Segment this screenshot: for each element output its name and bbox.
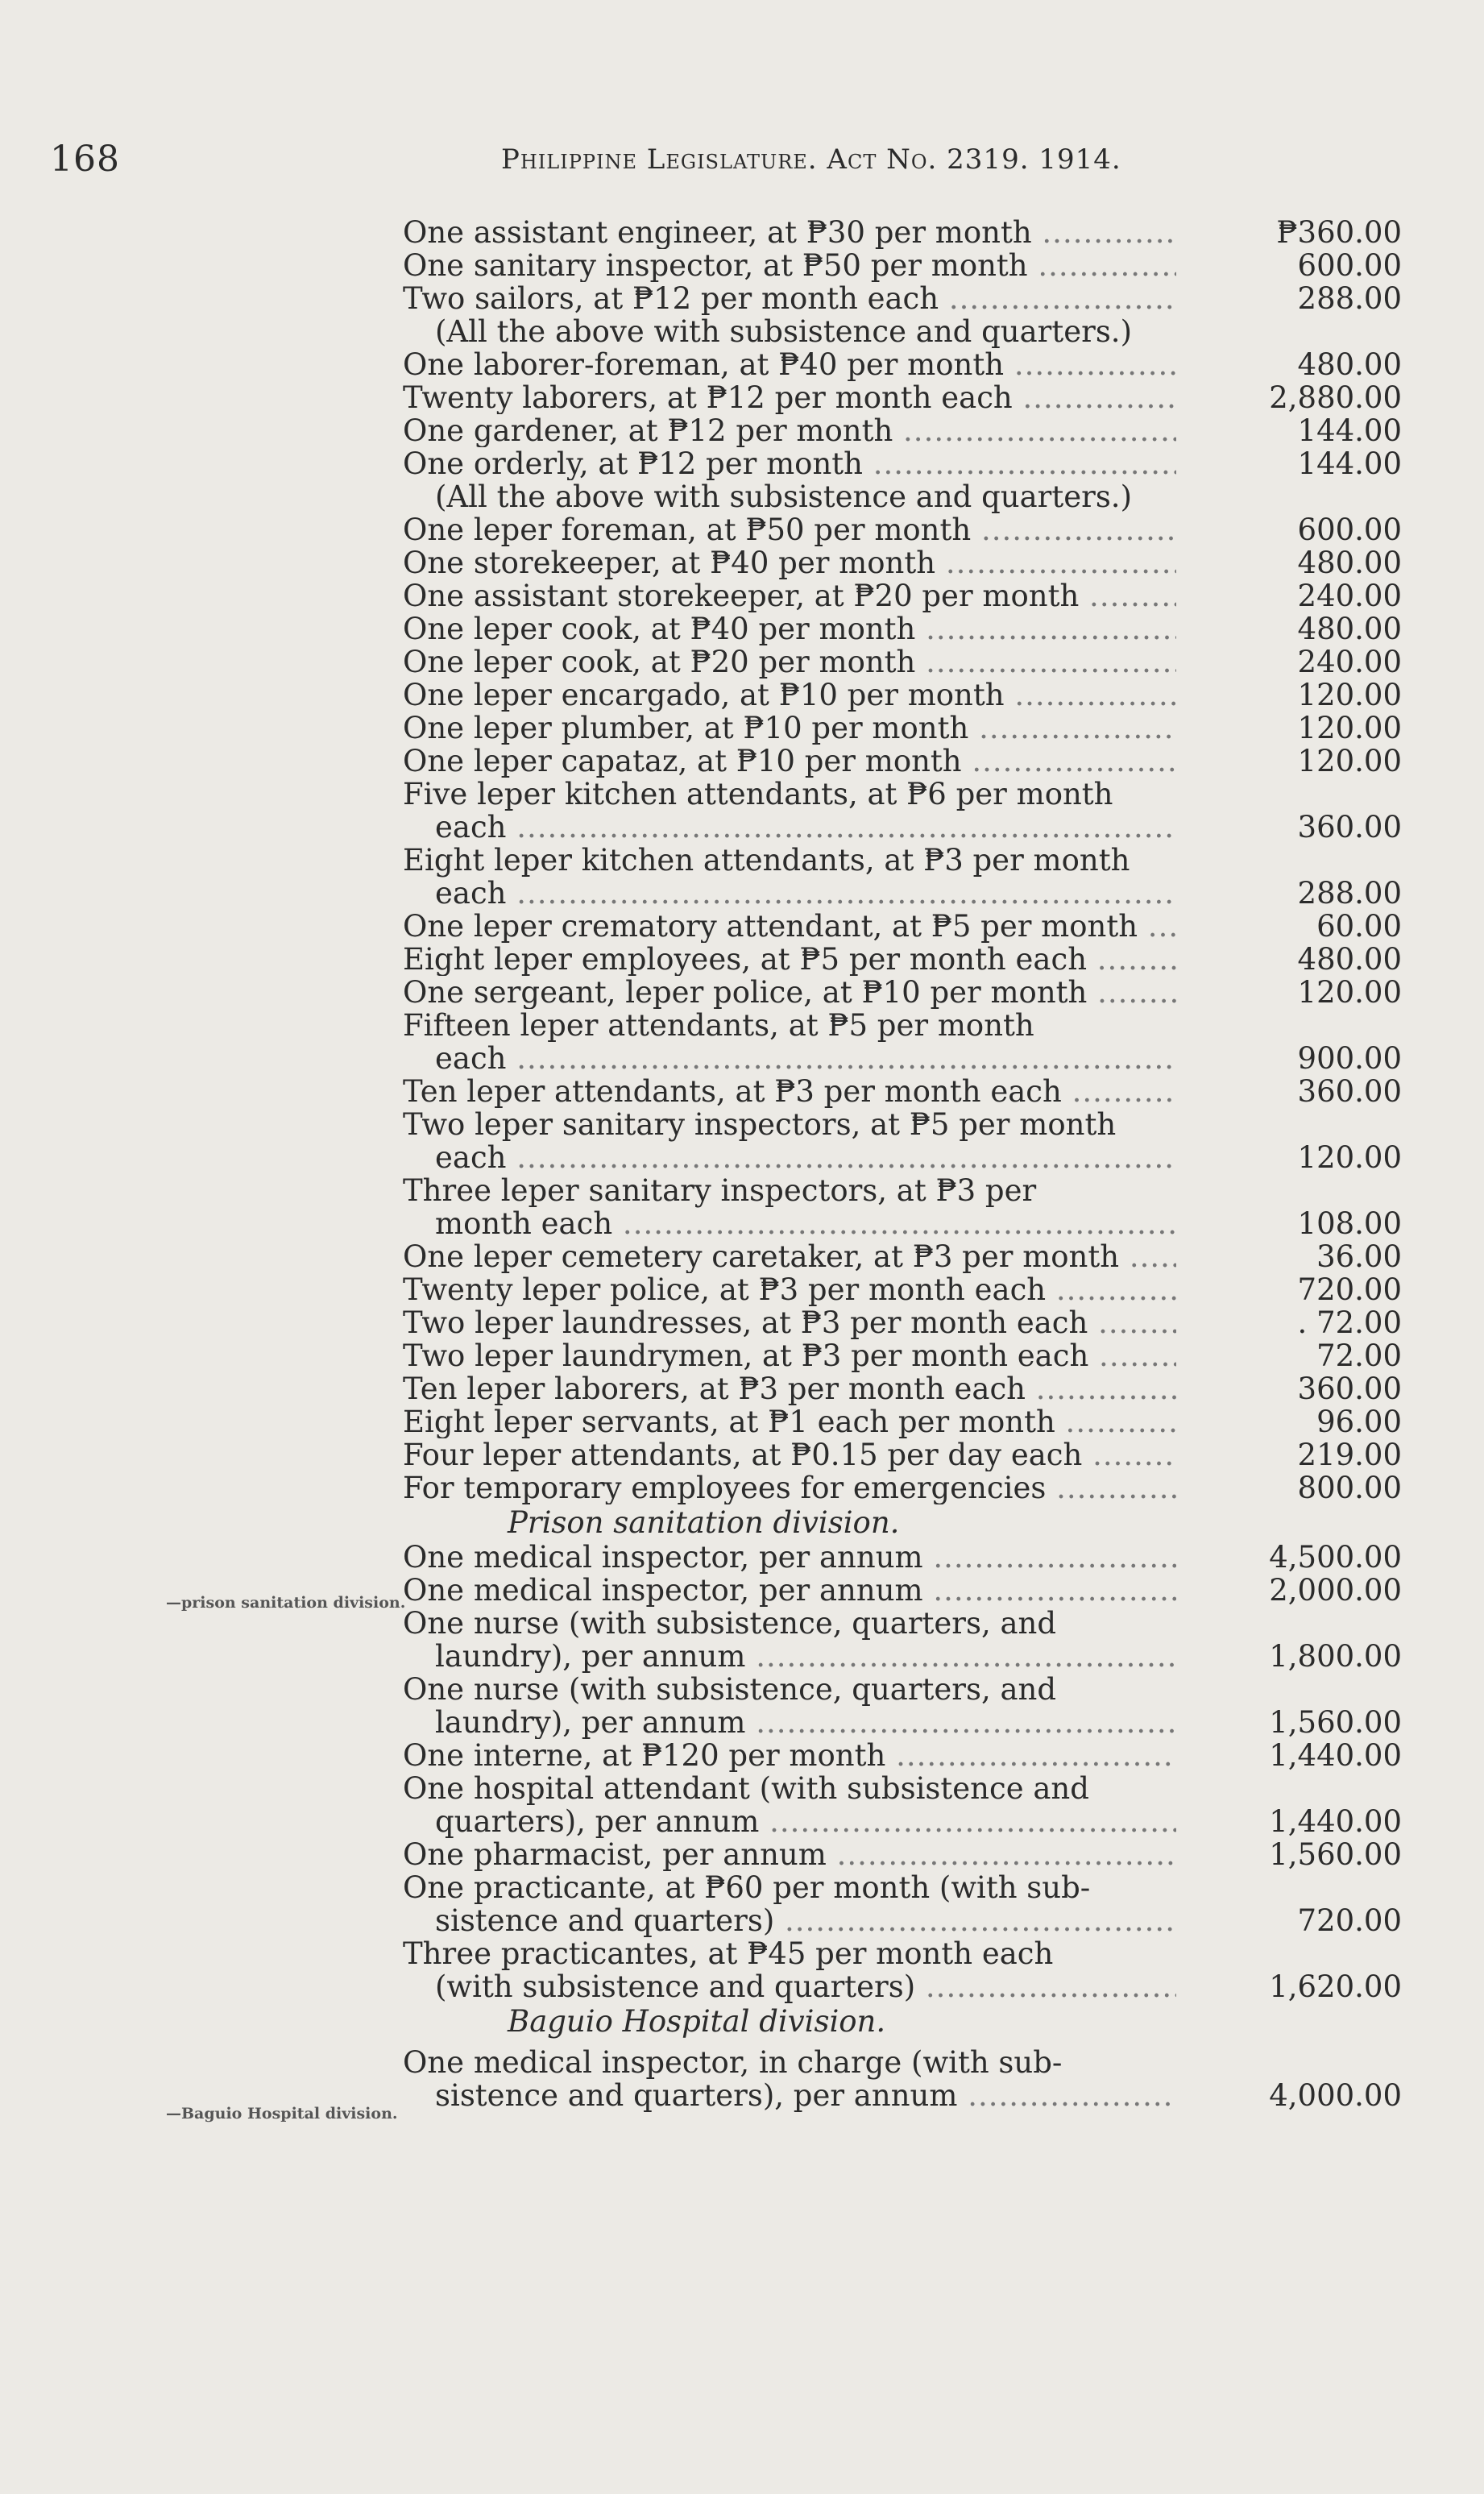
entry-amount: 120.00: [1297, 975, 1402, 1010]
entry-label: For temporary employees for emergencies .....: [403, 1471, 1176, 1504]
entry-label-line: One medical inspector, in charge (with sub-: [403, 2046, 1063, 2080]
entry-amount: 120.00: [1297, 1140, 1402, 1175]
entry-amount: ₱360.00: [1276, 215, 1402, 250]
entry-amount: 36.00: [1316, 1239, 1402, 1274]
entry-amount: 600.00: [1297, 512, 1402, 547]
entry-label: Two sailors, at ₱12 per month each .....: [403, 282, 1176, 315]
division-heading-baguio: Baguio Hospital division.: [508, 2004, 886, 2039]
entry-label: One leper plumber, at ₱10 per month .....: [403, 712, 1176, 745]
entry-label: Eight leper servants, at ₱1 each per month .....: [403, 1405, 1176, 1438]
list-item: [403, 1339, 1402, 1372]
entry-label-line: One practicante, at ₱60 per month (with sub-: [403, 1871, 1091, 1905]
entry-label: Eight leper employees, at ₱5 per month each .....: [403, 943, 1176, 976]
list-item: [403, 943, 1402, 976]
running-head: Philippine Legislature. Act No. 2319. 1914.: [501, 143, 1121, 176]
list-item: [403, 414, 1402, 447]
entry-label: One leper encargado, at ₱10 per month .....: [403, 678, 1176, 712]
entry-amount: 1,620.00: [1269, 1969, 1402, 2004]
entry-label: One leper crematory attendant, at ₱5 per month .....: [403, 910, 1176, 943]
list-item: [403, 1607, 1402, 1673]
list-item: [403, 249, 1402, 282]
list-item: [403, 381, 1402, 414]
entry-amount: 1,560.00: [1269, 1705, 1402, 1740]
entry-label: One assistant engineer, at ₱30 per month .....: [403, 216, 1176, 249]
entry-label-line: quarters), per annum .....: [403, 1805, 1176, 1838]
entry-label: Ten leper attendants, at ₱3 per month each .....: [403, 1075, 1176, 1108]
entry-amount: 72.00: [1316, 1338, 1402, 1373]
entry-label-line: Five leper kitchen attendants, at ₱6 per month: [403, 778, 1113, 811]
entry-label: One interne, at ₱120 per month .....: [403, 1739, 1176, 1772]
list-item: [403, 1541, 1402, 1574]
entry-amount: 480.00: [1297, 612, 1402, 646]
entry-label-line: (with subsistence and quarters) .....: [403, 1970, 1176, 2003]
list-item: [403, 1673, 1402, 1739]
list-item: [403, 678, 1402, 712]
entry-label-line: sistence and quarters), per annum .....: [403, 2079, 1176, 2112]
entry-label: One assistant storekeeper, at ₱20 per month .....: [403, 579, 1176, 612]
entry-amount: 120.00: [1297, 711, 1402, 745]
entry-amount: 144.00: [1297, 446, 1402, 481]
entry-label-line: each .....: [403, 877, 1176, 910]
list-item: [403, 844, 1402, 910]
list-item: [403, 1372, 1402, 1405]
entry-amount: 4,500.00: [1269, 1540, 1402, 1575]
entry-label: One medical inspector, per annum .....: [403, 1574, 1176, 1607]
entry-amount: 480.00: [1297, 546, 1402, 580]
entry-amount: 240.00: [1297, 579, 1402, 613]
list-item: [403, 745, 1402, 778]
entry-amount: 1,800.00: [1269, 1639, 1402, 1674]
entry-label: One sanitary inspector, at ₱50 per month .....: [403, 249, 1176, 282]
entry-label-line: Fifteen leper attendants, at ₱5 per month: [403, 1009, 1034, 1043]
list-item: [403, 778, 1402, 844]
entry-label-line: sistence and quarters) .....: [403, 1904, 1176, 1937]
list-item: [403, 1871, 1402, 1937]
list-item: [403, 612, 1402, 645]
entry-label-line: each .....: [403, 1141, 1176, 1174]
entry-label: One medical inspector, per annum .....: [403, 1541, 1176, 1574]
subsistence-note: (All the above with subsistence and quarters.): [435, 314, 1133, 349]
list-item: [403, 1438, 1402, 1471]
list-item: [403, 282, 1402, 315]
list-item: [403, 513, 1402, 546]
list-item: [403, 645, 1402, 678]
entry-amount: 1,560.00: [1269, 1837, 1402, 1872]
appropriation-list: [403, 216, 1402, 2112]
entry-amount: 900.00: [1297, 1041, 1402, 1076]
entry-amount: 96.00: [1316, 1405, 1402, 1439]
entry-amount: 480.00: [1297, 942, 1402, 977]
entry-amount: 120.00: [1297, 744, 1402, 778]
list-item: [403, 216, 1402, 249]
list-item: [403, 1306, 1402, 1339]
entry-amount: 144.00: [1297, 413, 1402, 448]
entry-label: Four leper attendants, at ₱0.15 per day each .....: [403, 1438, 1176, 1471]
list-item: [403, 1772, 1402, 1838]
entry-amount: 360.00: [1297, 1074, 1402, 1109]
list-item: [403, 1739, 1402, 1772]
entry-label: Twenty laborers, at ₱12 per month each .....: [403, 381, 1176, 414]
list-item: [403, 1471, 1402, 1504]
entry-label: One orderly, at ₱12 per month .....: [403, 447, 1176, 480]
entry-label: One leper cemetery caretaker, at ₱3 per month .....: [403, 1240, 1176, 1273]
entry-amount: 219.00: [1297, 1438, 1402, 1472]
entry-label: One storekeeper, at ₱40 per month .....: [403, 546, 1176, 579]
entry-amount: 480.00: [1297, 347, 1402, 382]
entry-amount: 2,000.00: [1269, 1573, 1402, 1608]
list-item: [403, 1108, 1402, 1174]
entry-label: Two leper laundrymen, at ₱3 per month each .....: [403, 1339, 1176, 1372]
list-item: [403, 1937, 1402, 2003]
entry-amount: 800.00: [1297, 1471, 1402, 1505]
entry-amount: 720.00: [1297, 1272, 1402, 1307]
entry-amount: 288.00: [1297, 876, 1402, 911]
entry-label: One leper foreman, at ₱50 per month .....: [403, 513, 1176, 546]
entry-label: One laborer-foreman, at ₱40 per month .....: [403, 348, 1176, 381]
list-item: [403, 348, 1402, 381]
entry-amount: 60.00: [1316, 909, 1402, 944]
entry-amount: 120.00: [1297, 678, 1402, 712]
list-item: [403, 1075, 1402, 1108]
list-item: [403, 1273, 1402, 1306]
entry-label: Ten leper laborers, at ₱3 per month each .....: [403, 1372, 1176, 1405]
entry-label-line: Eight leper kitchen attendants, at ₱3 per month: [403, 844, 1130, 878]
list-item: [403, 1009, 1402, 1075]
entry-label-line: each .....: [403, 811, 1176, 844]
page-number: 168: [50, 139, 120, 180]
entry-amount: 720.00: [1297, 1903, 1402, 1938]
margin-note-baguio: —Baguio Hospital division.: [166, 2105, 398, 2123]
entry-amount: 288.00: [1297, 281, 1402, 316]
list-item: [403, 712, 1402, 745]
entry-label: Two leper laundresses, at ₱3 per month each .....: [403, 1306, 1176, 1339]
entry-amount: 1,440.00: [1269, 1804, 1402, 1839]
entry-label-line: Two leper sanitary inspectors, at ₱5 per month: [403, 1108, 1117, 1142]
entry-label-line: Three practicantes, at ₱45 per month each: [403, 1937, 1054, 1971]
list-item: [403, 1574, 1402, 1607]
list-item: [403, 1838, 1402, 1871]
list-item: [403, 976, 1402, 1009]
entry-amount: 4,000.00: [1269, 2078, 1402, 2113]
entry-label: One pharmacist, per annum .....: [403, 1838, 1176, 1871]
entry-amount: 108.00: [1297, 1206, 1402, 1241]
entry-label-line: Three leper sanitary inspectors, at ₱3 per: [403, 1174, 1037, 1208]
entry-label-line: One hospital attendant (with subsistence and: [403, 1772, 1089, 1806]
entry-amount: . 72.00: [1297, 1305, 1402, 1340]
entry-label-line: laundry), per annum .....: [403, 1706, 1176, 1739]
entry-label: One leper capataz, at ₱10 per month .....: [403, 745, 1176, 778]
entry-label: Twenty leper police, at ₱3 per month each .....: [403, 1273, 1176, 1306]
entry-label: One leper cook, at ₱20 per month .....: [403, 645, 1176, 678]
entry-amount: 600.00: [1297, 248, 1402, 283]
entry-amount: 360.00: [1297, 1371, 1402, 1406]
list-item: [403, 910, 1402, 943]
entry-label: One gardener, at ₱12 per month .....: [403, 414, 1176, 447]
list-item: [403, 1240, 1402, 1273]
subsistence-note: (All the above with subsistence and quarters.): [435, 479, 1133, 514]
entry-amount: 240.00: [1297, 645, 1402, 679]
entry-label: One leper cook, at ₱40 per month .....: [403, 612, 1176, 645]
entry-label-line: One nurse (with subsistence, quarters, and: [403, 1607, 1057, 1641]
entry-label-line: month each .....: [403, 1207, 1176, 1240]
entry-label-line: laundry), per annum .....: [403, 1640, 1176, 1673]
entry-amount: 360.00: [1297, 810, 1402, 844]
list-item: [403, 1405, 1402, 1438]
entry-amount: 2,880.00: [1269, 380, 1402, 415]
entry-amount: 1,440.00: [1269, 1738, 1402, 1773]
list-item: [403, 579, 1402, 612]
list-item: [403, 546, 1402, 579]
list-item: [403, 2046, 1402, 2112]
entry-label: One sergeant, leper police, at ₱10 per month .....: [403, 976, 1176, 1009]
division-heading-prison: Prison sanitation division.: [508, 1505, 900, 1540]
list-item: [403, 447, 1402, 480]
margin-note-prison: —prison sanitation division.: [166, 1594, 406, 1612]
entry-label-line: One nurse (with subsistence, quarters, and: [403, 1673, 1057, 1707]
list-item: [403, 1174, 1402, 1240]
entry-label-line: each .....: [403, 1042, 1176, 1075]
